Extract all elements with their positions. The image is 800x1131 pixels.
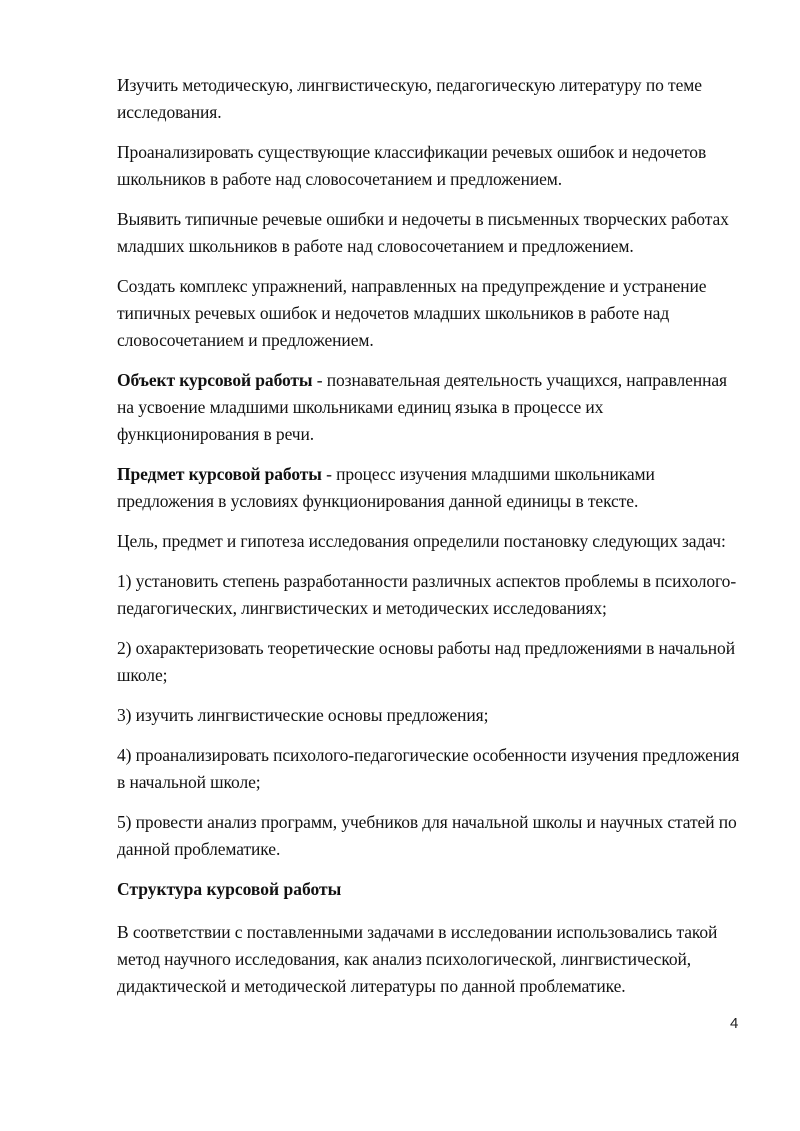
- task-item-3: 3) изучить лингвистические основы предложения;: [117, 705, 489, 725]
- task-item-2: 2) охарактеризовать теоретические основы работы над предложениями в начальной школе;: [117, 638, 735, 685]
- page-content: [117, 72, 747, 1013]
- task-identify-errors: Выявить типичные речевые ошибки и недочеты в письменных творческих работах младших школьников в работе над словосочетанием и предложением.: [117, 209, 729, 256]
- task-analyze-classifications: Проанализировать существующие классификации речевых ошибок и недочетов школьников в работе над словосочетанием и предложением.: [117, 142, 707, 189]
- page-number: 4: [730, 1015, 739, 1032]
- research-subject-label: Предмет курсовой работы: [117, 464, 322, 484]
- research-object-label: Объект курсовой работы: [117, 370, 313, 390]
- task-study-literature: Изучить методическую, лингвистическую, педагогическую литературу по теме исследования.: [117, 75, 702, 122]
- structure-heading: Структура курсовой работы: [117, 879, 342, 899]
- task-item-1: 1) установить степень разработанности различных аспектов проблемы в психолого-педагогических, лингвистических и методических исследованиях;: [117, 571, 737, 618]
- research-subject: [117, 461, 747, 515]
- research-object: [117, 367, 747, 448]
- structure-paragraph: В соответствии с поставленными задачами в исследовании использовались такой метод научного исследования, как анализ психологической, лингвистической, дидактической и методической литературы по данной проблематике.: [117, 922, 718, 996]
- research-object-text: - познавательная деятельность учащихся, направленная на усвоение младшими школьниками единиц языка в процессе их функционирования в речи.: [117, 370, 727, 444]
- tasks-intro: Цель, предмет и гипотеза исследования определили постановку следующих задач:: [117, 531, 726, 551]
- task-item-5: 5) провести анализ программ, учебников для начальной школы и научных статей по данной проблематике.: [117, 812, 737, 859]
- task-create-exercises: Создать комплекс упражнений, направленных на предупреждение и устранение типичных речевых ошибок и недочетов младших школьников в работе над словосочетанием и предложением.: [117, 276, 707, 350]
- research-subject-text: - процесс изучения младшими школьниками предложения в условиях функционирования данной единицы в тексте.: [117, 464, 655, 511]
- task-item-4: 4) проанализировать психолого-педагогические особенности изучения предложения в начальной школе;: [117, 745, 740, 792]
